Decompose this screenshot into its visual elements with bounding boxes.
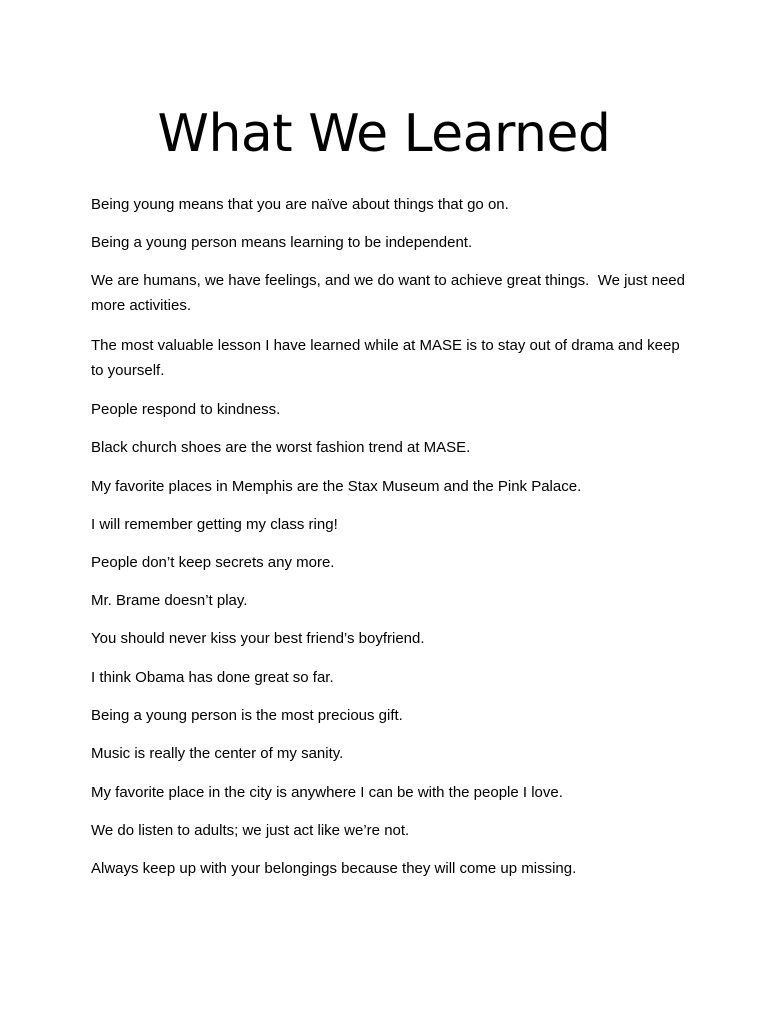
paragraph-7: My favorite places in Memphis are the Stax Museum and the Pink Palace. xyxy=(91,478,582,495)
paragraph-16: We do listen to adults; we just act like we’re not. xyxy=(91,822,410,839)
page-title: What We Learned xyxy=(157,104,611,164)
paragraph-17: Always keep up with your belongings because they will come up missing. xyxy=(91,860,577,877)
paragraph-2: Being a young person means learning to be independent. xyxy=(91,234,473,251)
paragraph-9: People don’t keep secrets any more. xyxy=(91,554,335,571)
paragraph-6: Black church shoes are the worst fashion trend at MASE. xyxy=(91,439,471,456)
paragraph-3: We are humans, we have feelings, and we do want to achieve great things. We just need more activities. xyxy=(91,272,690,314)
paragraph-8: I will remember getting my class ring! xyxy=(91,516,338,533)
paragraph-1: Being young means that you are naïve about things that go on. xyxy=(91,196,509,213)
paragraph-10: Mr. Brame doesn’t play. xyxy=(91,592,248,609)
paragraph-15: My favorite place in the city is anywhere I can be with the people I love. xyxy=(91,784,563,801)
paragraph-4: The most valuable lesson I have learned while at MASE is to stay out of drama and keep to yourself. xyxy=(91,337,684,379)
paragraph-13: Being a young person is the most precious gift. xyxy=(91,707,403,724)
paragraph-5: People respond to kindness. xyxy=(91,401,281,418)
paragraph-12: I think Obama has done great so far. xyxy=(91,669,334,686)
paragraph-14: Music is really the center of my sanity. xyxy=(91,745,344,762)
paragraph-11: You should never kiss your best friend’s boyfriend. xyxy=(91,630,425,647)
